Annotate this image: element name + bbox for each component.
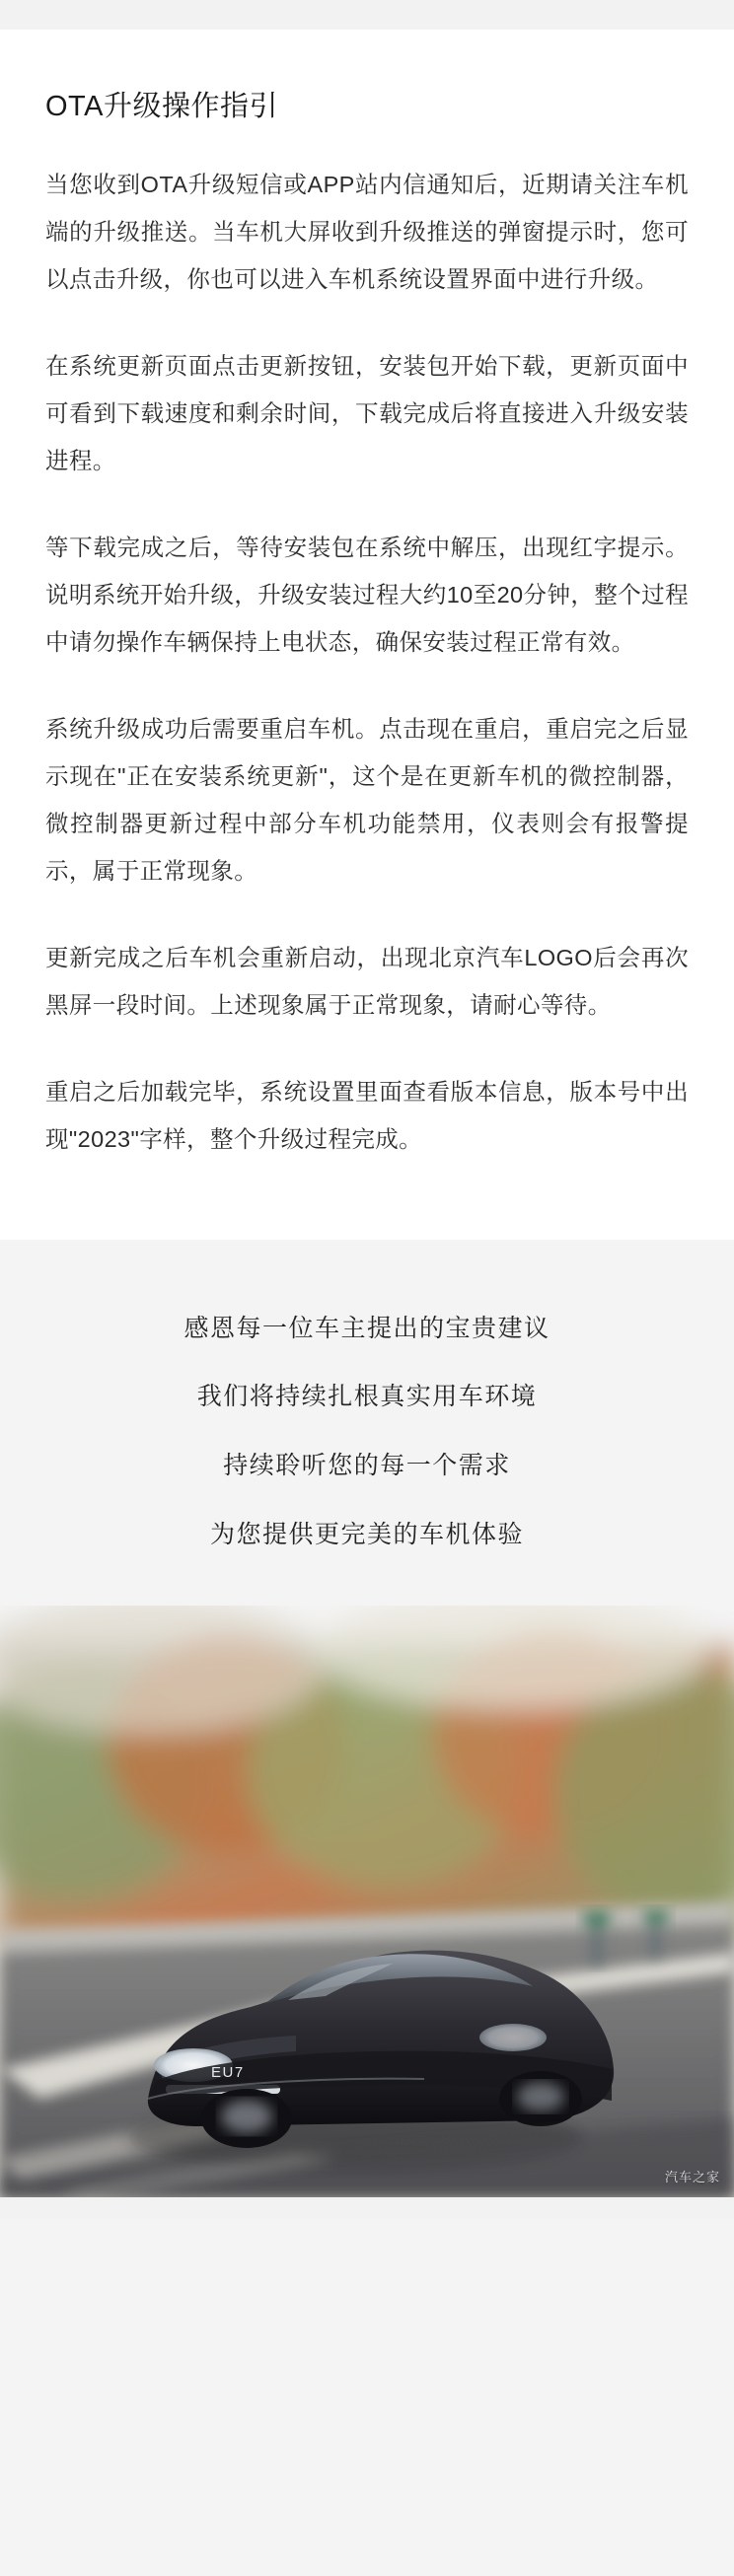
article-paragraph-4: 系统升级成功后需要重启车机。点击现在重启，重启完之后显示现在"正在安装系统更新"，这个是在更新车机的微控制器，微控制器更新过程中部分车机功能禁用，仪表则会有报警提示，属于正常现象。 [45,715,689,884]
promo-section [0,1240,734,1606]
wheel-rear [499,2071,582,2126]
article-paragraph-5: 更新完成之后车机会重新启动，出现北京汽车LOGO后会再次黑屏一段时间。上述现象属于正常现象，请耐心等待。 [45,944,689,1018]
article-paragraph-3: 等下载完成之后，等待安装包在系统中解压，出现红字提示。说明系统开始升级，升级安装过程大约10至20分钟，整个过程中请勿操作车辆保持上电状态，确保安装过程正常有效。 [45,534,689,655]
bottom-spacer [0,2197,734,2219]
promo-line-4: 为您提供更完美的车机体验 [209,1520,524,1548]
hero-illustration [0,1606,734,2197]
article-paragraph-2: 在系统更新页面点击更新按钮，安装包开始下载，更新页面中可看到下载速度和剩余时间，下载完成后将直接进入升级安装进程。 [45,352,689,473]
article-paragraph-1: 当您收到OTA升级短信或APP站内信通知后，近期请关注车机端的升级推送。当车机大屏收到升级推送的弹窗提示时，您可以点击升级，你也可以进入车机系统设置界面中进行升级。 [45,171,689,292]
hero-image [0,1606,734,2197]
watermark: 汽车之家 [664,2169,720,2184]
promo-line-3: 持续聆听您的每一个需求 [223,1452,511,1480]
promo-line-1: 感恩每一位车主提出的宝贵建议 [184,1314,550,1342]
top-spacer [0,0,734,30]
article-section [0,30,734,1240]
wheel-front [201,2089,292,2148]
headlight-right [479,2024,547,2051]
promo-line-2: 我们将持续扎根真实用车环境 [196,1383,538,1411]
article-paragraph-6: 重启之后加载完毕，系统设置里面查看版本信息，版本号中出现"2023"字样，整个升级过程完成。 [45,1078,689,1152]
car-badge: EU7 [211,2063,245,2081]
page-title: OTA升级操作指引 [45,91,278,122]
